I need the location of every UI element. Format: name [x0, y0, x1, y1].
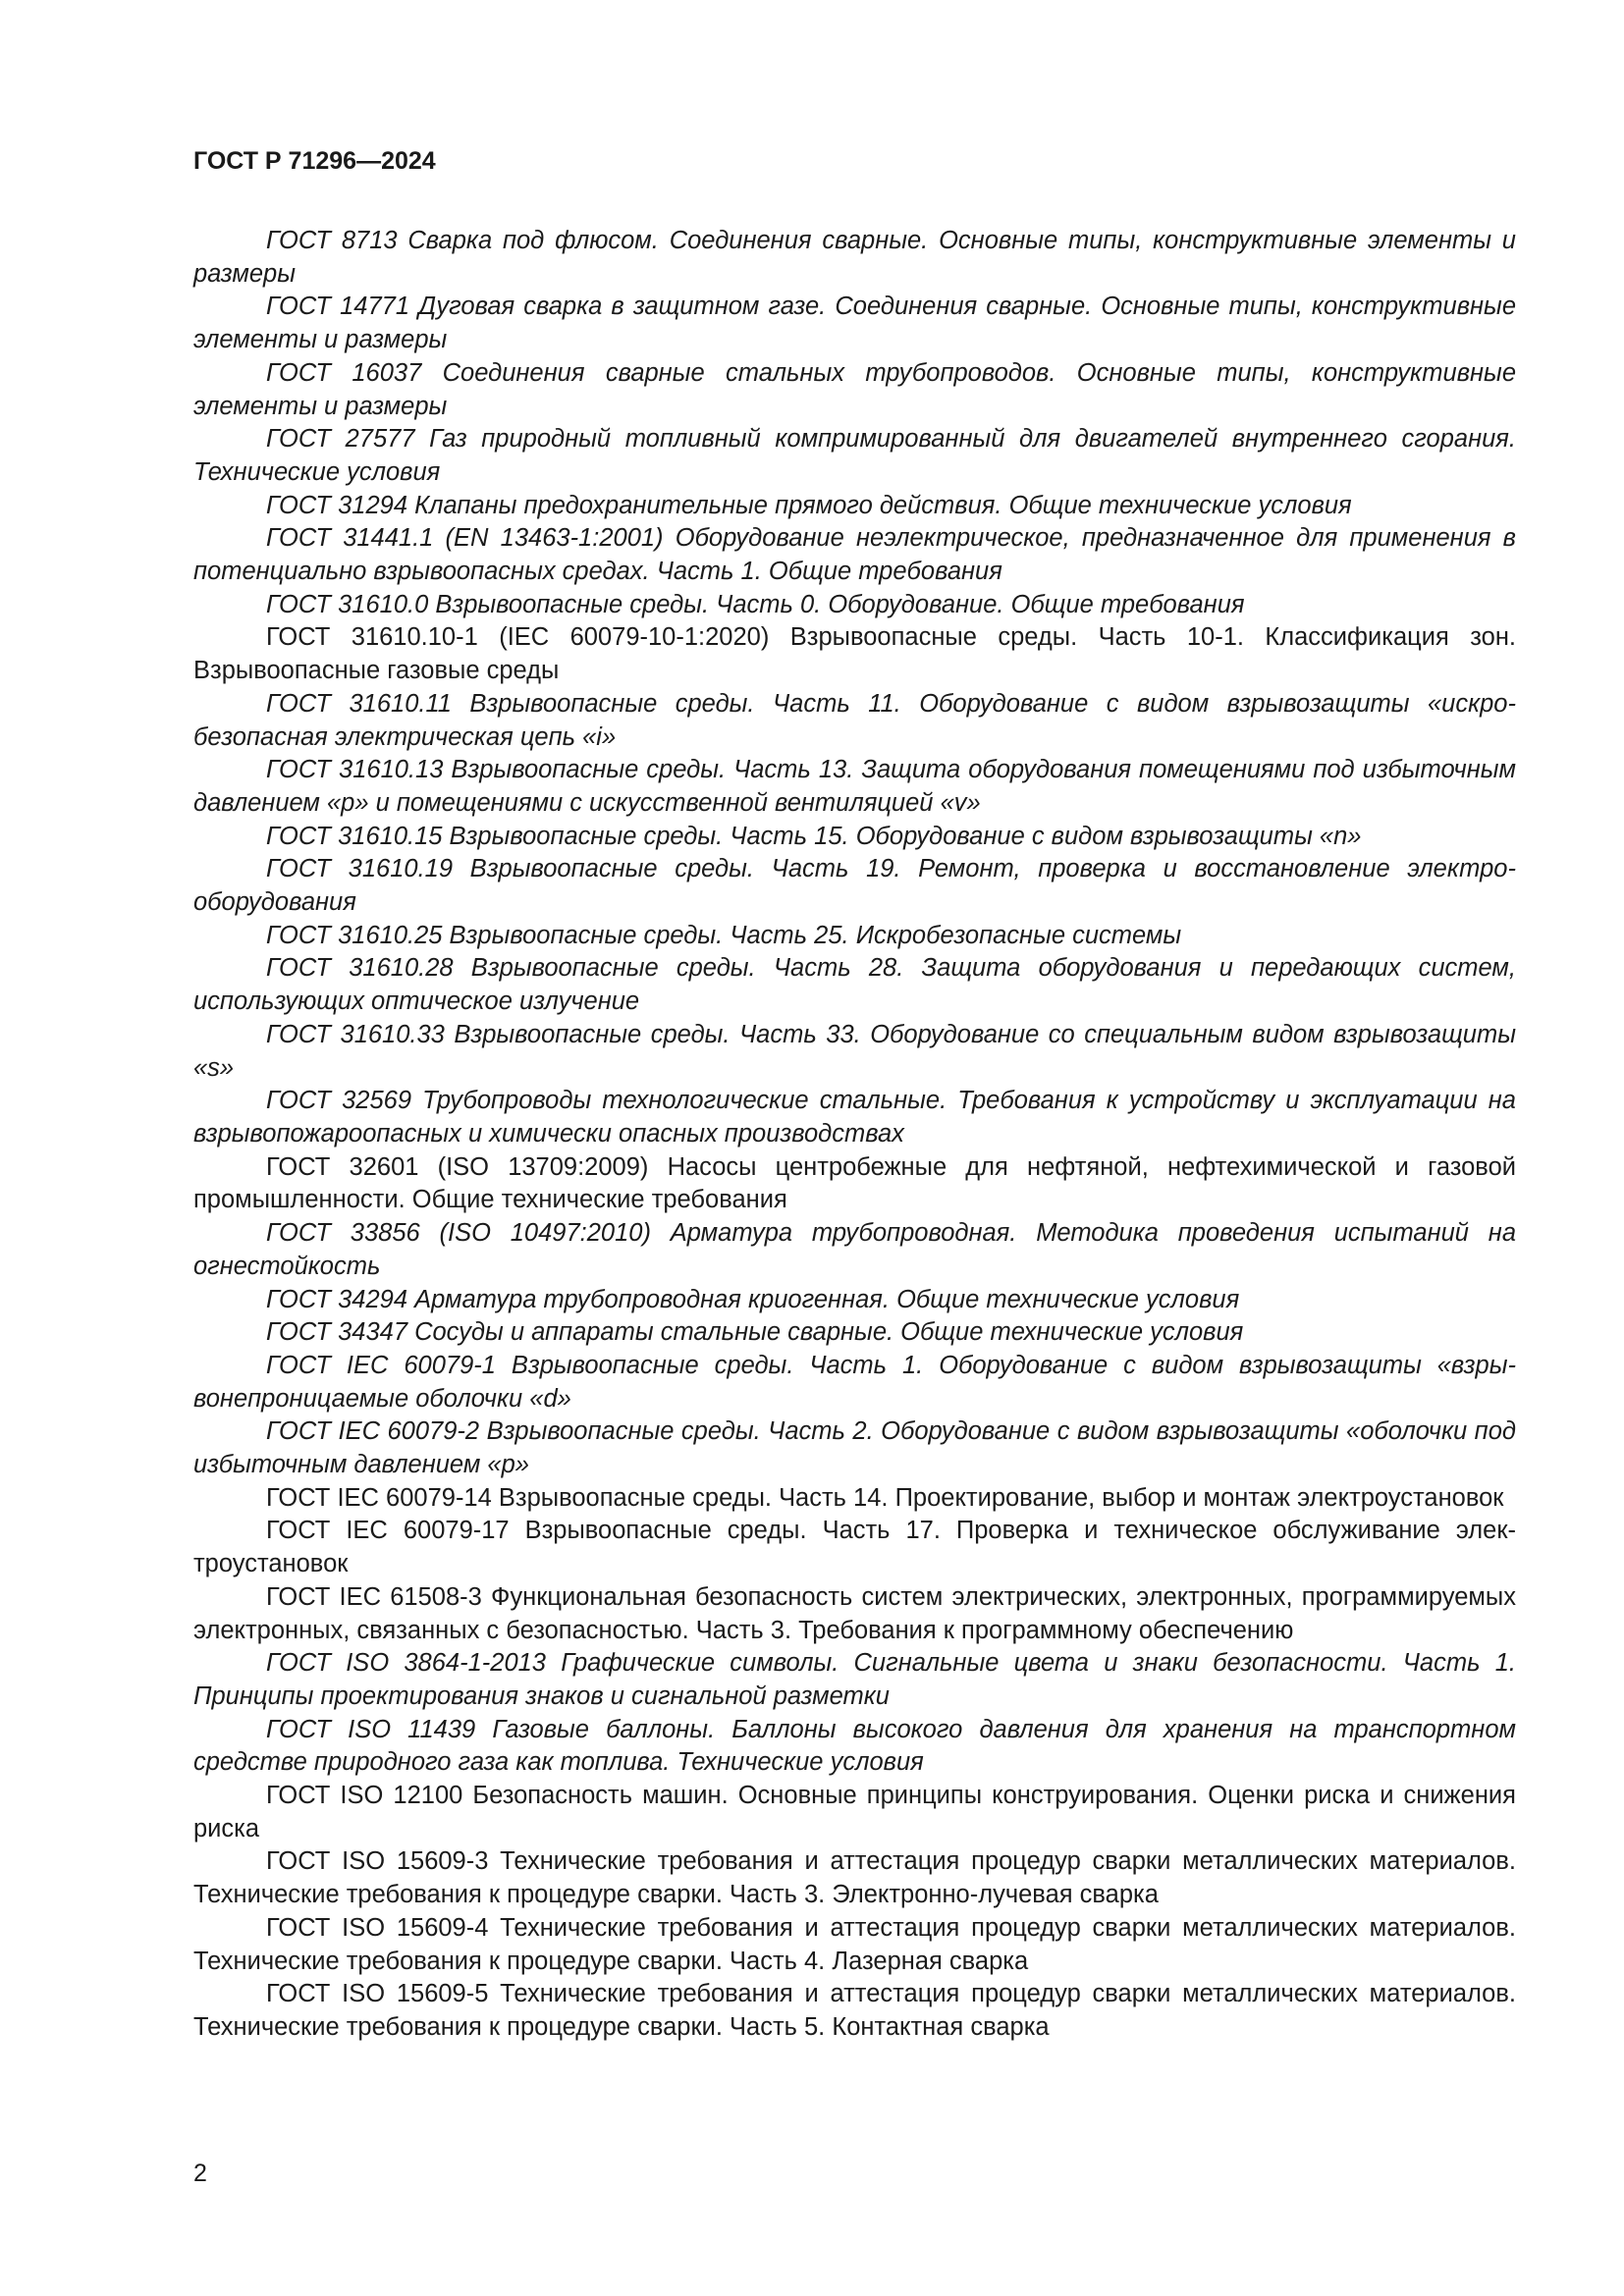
- reference-entry: ГОСТ 31610.11 Взрывоопасные среды. Часть 11. Оборудование с видом взрывозащиты «искробезопасная электрическая цепь «i»: [193, 689, 1516, 751]
- reference-entry: ГОСТ IEC 60079-2 Взрывоопасные среды. Часть 2. Оборудование с видом взрывозащиты «оболочки под избыточным давлением «р»: [193, 1417, 1516, 1479]
- reference-entry: ГОСТ 32601 (ISO 13709:2009) Насосы центробежные для нефтяной, нефтехимической и газовой промышленности. Общие технические требования: [193, 1152, 1516, 1214]
- reference-entry: ГОСТ 31610.28 Взрывоопасные среды. Часть 28. Защита оборудования и передающих систем, использующих оптическое излучение: [193, 954, 1516, 1016]
- page-number: 2: [193, 2160, 207, 2187]
- reference-entry: ГОСТ 8713 Сварка под флюсом. Соединения сварные. Основные типы, конструктивные элементы и размеры: [193, 227, 1516, 288]
- reference-entry: ГОСТ IEC 60079-1 Взрывоопасные среды. Часть 1. Оборудование с видом взрывозащиты «взрывонепроницаемые оболочки «d»: [193, 1351, 1516, 1413]
- reference-entry: ГОСТ 16037 Соединения сварные стальных трубопроводов. Основные типы, конструктивные элементы и размеры: [193, 358, 1516, 420]
- reference-entry: ГОСТ 33856 (ISO 10497:2010) Арматура трубопроводная. Методика проведения испытаний на огнестойкость: [193, 1219, 1516, 1280]
- standard-id-header: ГОСТ Р 71296—2024: [193, 147, 436, 175]
- reference-entry: ГОСТ 31610.13 Взрывоопасные среды. Часть 13. Защита оборудования помещениями под избыточным давлением «р» и помещениями с искусственной вентиляцией «v»: [193, 756, 1516, 817]
- reference-entry: ГОСТ ISO 15609-5 Технические требования и аттестация процедур сварки металлических материалов. Технические требования к процедуре сварки. Часть 5. Контактная сварка: [193, 1980, 1516, 2041]
- reference-entry: ГОСТ 31610.33 Взрывоопасные среды. Часть 33. Оборудование со специальным видом взрывозащиты «s»: [193, 1020, 1516, 1082]
- reference-entry: ГОСТ ISO 15609-4 Технические требования и аттестация процедур сварки металлических материалов. Технические требования к процедуре сварки. Часть 4. Лазерная сварка: [193, 1913, 1516, 1975]
- reference-entry: ГОСТ ISO 3864-1-2013 Графические символы. Сигнальные цвета и знаки безопасности. Часть 1. Принципы проектирования знаков и сигнальной разметки: [193, 1649, 1516, 1710]
- reference-entry: ГОСТ 31294 Клапаны предохранительные прямого действия. Общие технические условия: [266, 491, 1352, 519]
- reference-entry: ГОСТ 32569 Трубопроводы технологические стальные. Требования к устройству и эксплуатации на взрывопожароопасных и химически опасных производствах: [193, 1087, 1516, 1148]
- reference-entry: ГОСТ 31610.15 Взрывоопасные среды. Часть 15. Оборудование с видом взрывозащиты «n»: [266, 822, 1362, 850]
- reference-entry: ГОСТ IEC 61508-3 Функциональная безопасность систем электрических, электронных, программируемых электронных, связанных с безопасностью. Часть 3. Требования к программному обеспечению: [193, 1582, 1516, 1644]
- reference-entry: ГОСТ 27577 Газ природный топливный компримированный для двигателей внутреннего сгорания. Технические условия: [193, 425, 1516, 486]
- reference-entry: ГОСТ 14771 Дуговая сварка в защитном газе. Соединения сварные. Основные типы, конструктивные элементы и размеры: [193, 293, 1516, 354]
- reference-entry: ГОСТ IEC 60079-14 Взрывоопасные среды. Часть 14. Проектирование, выбор и монтаж электроустановок: [266, 1483, 1504, 1512]
- reference-entry: ГОСТ 31441.1 (EN 13463-1:2001) Оборудование неэлектрическое, предназначенное для применения в потенциально взрывоопасных средах. Часть 1. Общие требования: [193, 524, 1516, 586]
- reference-entry: ГОСТ 31610.10-1 (IEC 60079-10-1:2020) Взрывоопасные среды. Часть 10-1. Классификация зон. Взрывоопасные газовые среды: [193, 623, 1516, 685]
- reference-entry: ГОСТ IEC 60079-17 Взрывоопасные среды. Часть 17. Проверка и техническое обслуживание электроустановок: [193, 1517, 1516, 1578]
- normative-references-list: [193, 225, 1516, 2045]
- reference-entry: ГОСТ ISO 12100 Безопасность машин. Основные принципы конструирования. Оценки риска и снижения риска: [193, 1782, 1516, 1842]
- reference-entry: ГОСТ 31610.25 Взрывоопасные среды. Часть 25. Искробезопасные системы: [266, 921, 1182, 949]
- reference-entry: ГОСТ 31610.0 Взрывоопасные среды. Часть 0. Оборудование. Общие требования: [266, 590, 1245, 618]
- reference-entry: ГОСТ 31610.19 Взрывоопасные среды. Часть 19. Ремонт, проверка и восстановление электрооборудования: [193, 855, 1516, 917]
- reference-entry: ГОСТ 34347 Сосуды и аппараты стальные сварные. Общие технические условия: [266, 1318, 1244, 1347]
- reference-entry: ГОСТ ISO 15609-3 Технические требования и аттестация процедур сварки металлических материалов. Технические требования к процедуре сварки. Часть 3. Электронно-лучевая сварка: [193, 1847, 1516, 1909]
- reference-entry: ГОСТ ISO 11439 Газовые баллоны. Баллоны высокого давления для хранения на транспортном средстве природного газа как топлива. Технические условия: [193, 1715, 1516, 1777]
- reference-entry: ГОСТ 34294 Арматура трубопроводная криогенная. Общие технические условия: [266, 1285, 1240, 1313]
